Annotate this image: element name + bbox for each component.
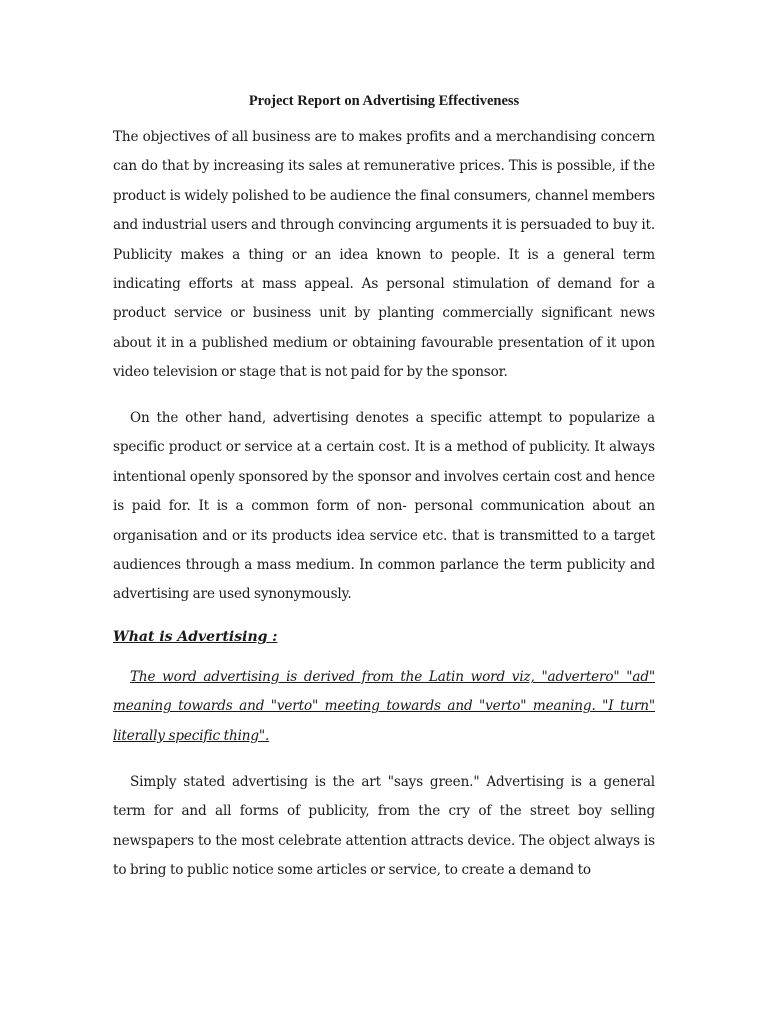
advertising-definition-paragraph: On the other hand, advertising denotes a specific attempt to popularize a specific product or service at a certain cost. It is a method of publicity. It always intentional openly sponsored by the sponsor and involves certain cost and hence is paid for. It is a common form of non- personal communication about an organisation and or its products idea service etc. that is transmitted to a target audiences through a mass medium. In common parlance the term publicity and advertising are used synonymously.	[113, 410, 655, 603]
simply-stated-paragraph: Simply stated advertising is the art "says green." Advertising is a general term for and all forms of publicity, from the cry of the street boy selling newspapers to the most celebrate attention attracts device. The object always is to bring to public notice some articles or service, to create a demand to	[113, 774, 655, 879]
section-heading: What is Advertising :	[113, 629, 278, 645]
intro-paragraph: The objectives of all business are to makes profits and a merchandising concern can do that by increasing its sales at remunerative prices. This is possible, if the product is widely polished to be audience the final consumers, channel members and industrial users and through convincing arguments it is persuaded to buy it. Publicity makes a thing or an idea known to people. It is a general term indicating efforts at mass appeal. As personal stimulation of demand for a product service or business unit by planting commercially significant news about it in a published medium or obtaining favourable presentation of it upon video television or stage that is not paid for by the sponsor.	[113, 129, 655, 381]
etymology-quote: The word advertising is derived from the Latin word viz, "advertero" "ad" meaning towards and "verto" meeting towards and "verto" meaning. "I turn" literally specific thing".	[113, 669, 655, 744]
document-title: Project Report on Advertising Effectiveness	[248, 93, 520, 109]
